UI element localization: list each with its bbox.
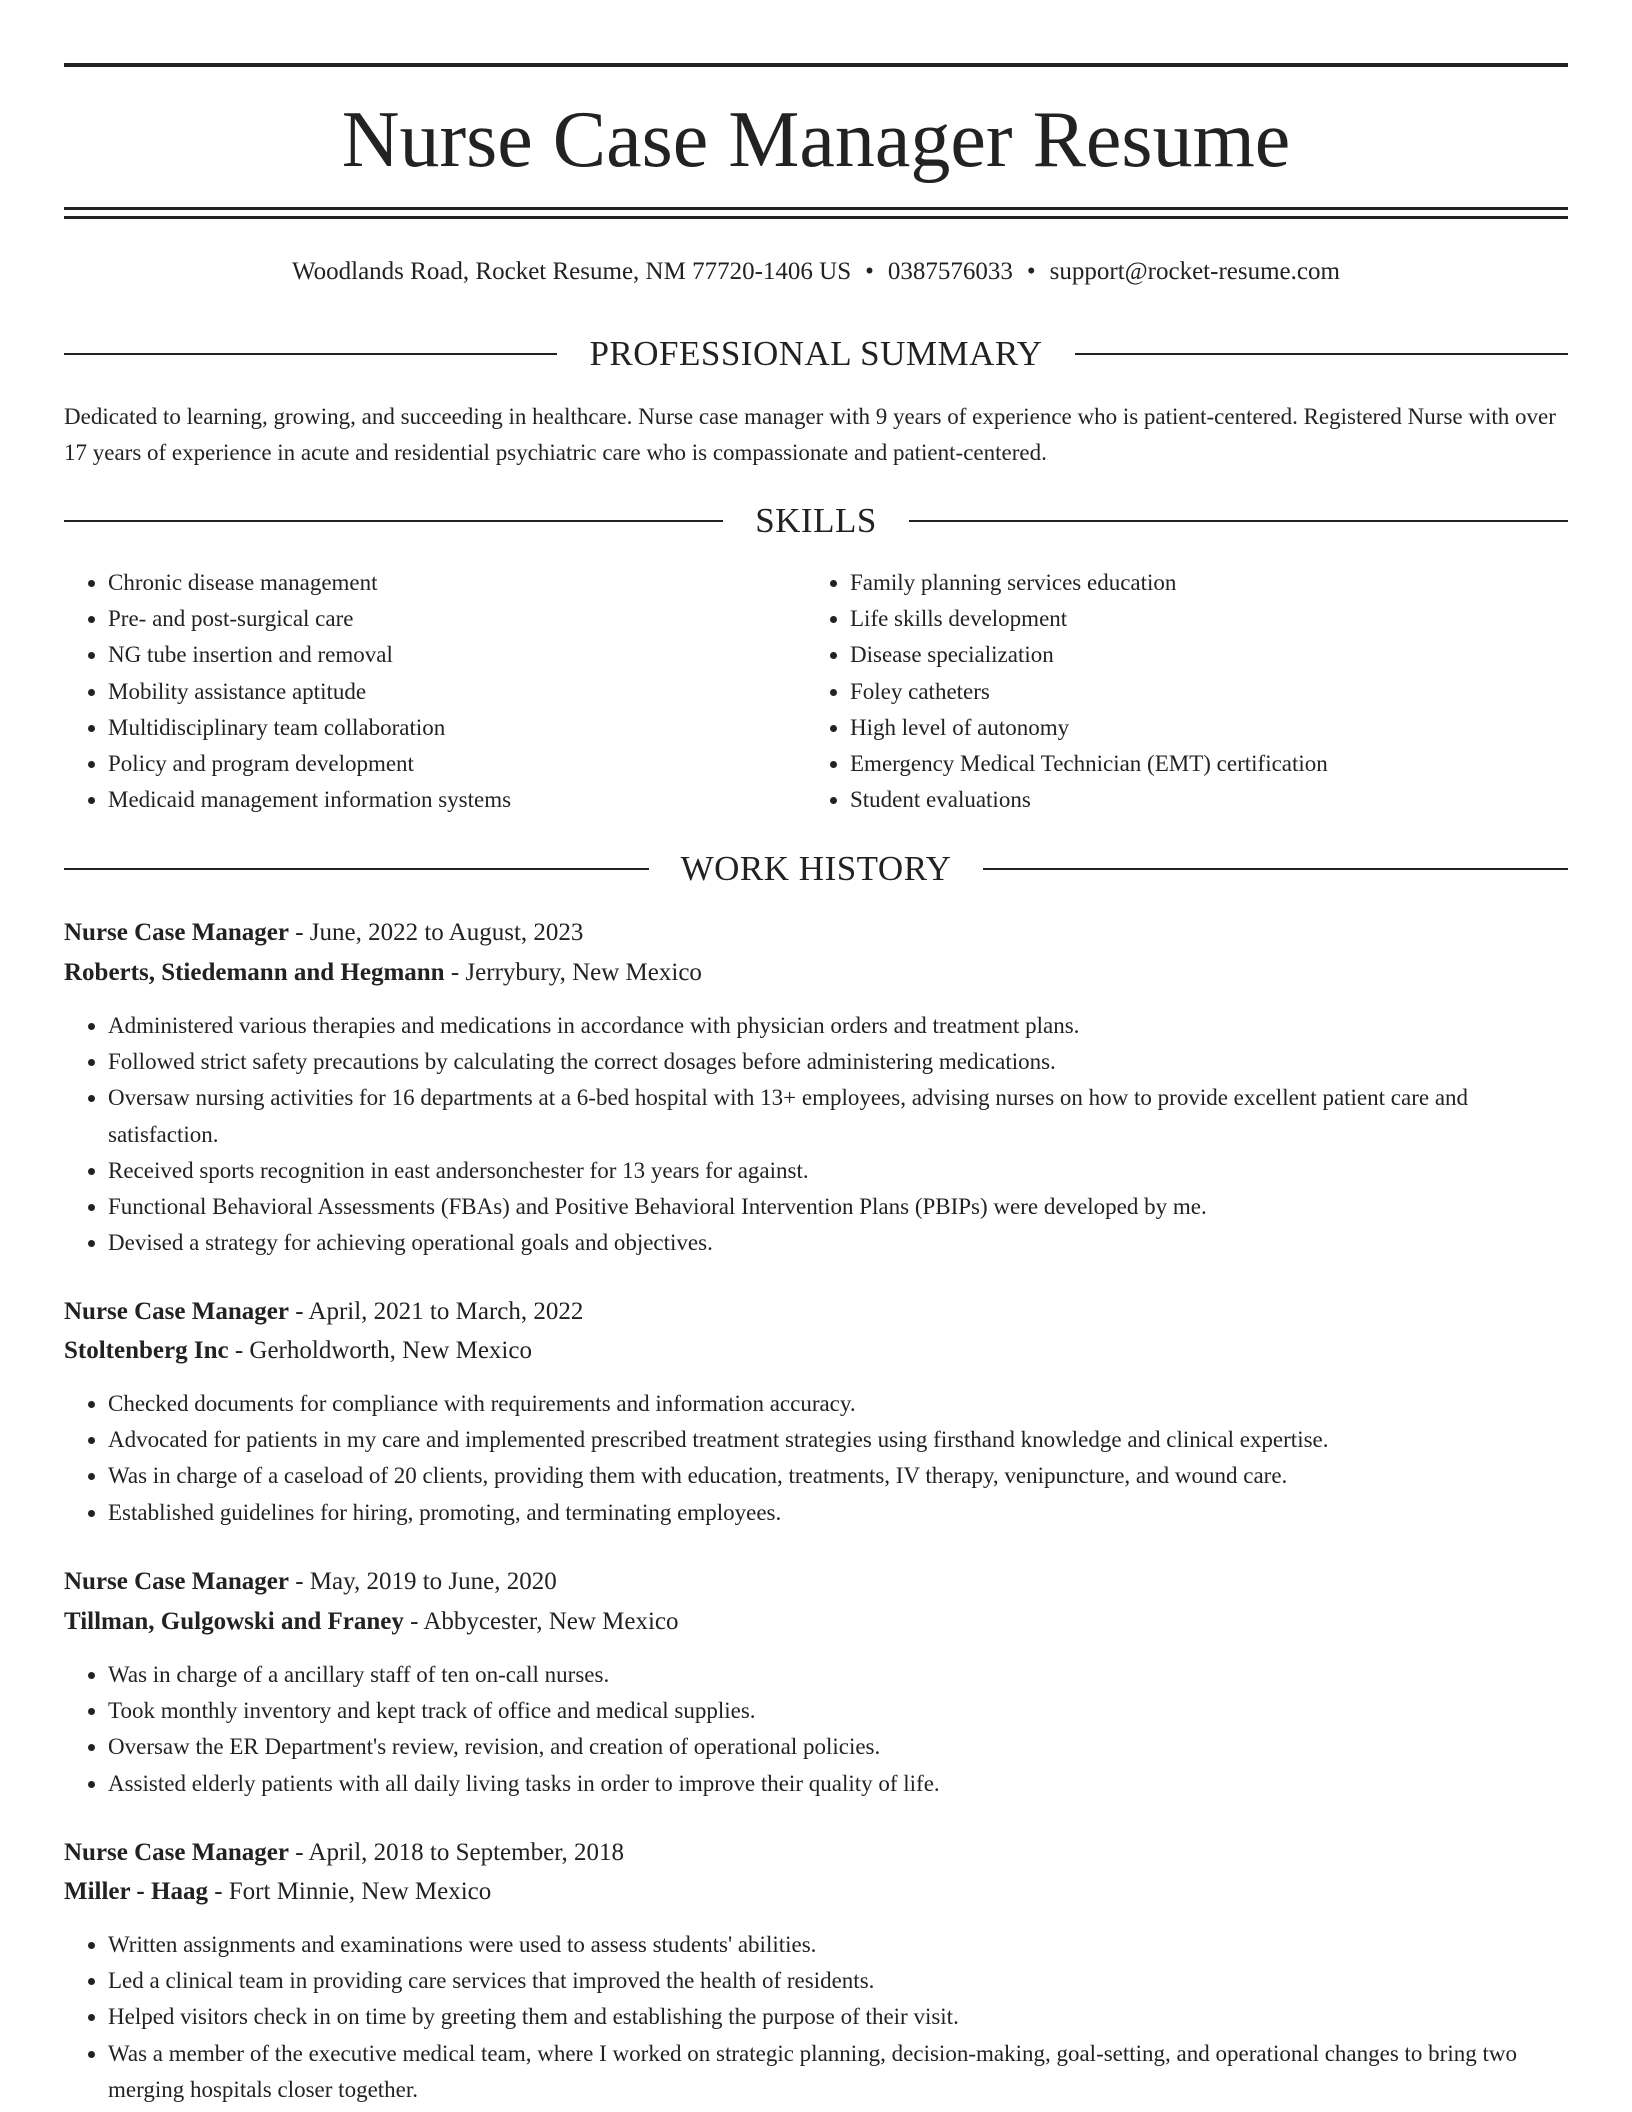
job-dates: - May, 2019 to June, 2020 bbox=[295, 1568, 557, 1595]
skill-item: • Emergency Medical Technician (EMT) certification bbox=[850, 746, 1328, 782]
job-company-line bbox=[64, 1603, 1568, 1641]
skill-item: • Disease specialization bbox=[850, 637, 1328, 673]
work-history-section-heading bbox=[64, 847, 1568, 891]
contact-address: Woodlands Road, Rocket Resume, NM 77720-1406 US bbox=[292, 258, 852, 285]
job-bullet: • Was a member of the executive medical team, where I worked on strategic planning, decision-making, goal-setting, and operational changes to bring two merging hospitals closer together. bbox=[108, 2036, 1568, 2108]
job-bullet: • Functional Behavioral Assessments (FBAs) and Positive Behavioral Intervention Plans (PBIPs) were developed by me. bbox=[108, 1189, 1568, 1225]
skill-item: • Life skills development bbox=[850, 601, 1328, 637]
job-bullet: • Helped visitors check in on time by greeting them and establishing the purpose of their visit. bbox=[108, 1999, 1568, 2035]
skill-item: • Medicaid management information systems bbox=[108, 782, 511, 818]
job-title: Nurse Case Manager bbox=[64, 1839, 289, 1866]
skill-item: • Pre- and post-surgical care bbox=[108, 601, 511, 637]
job-dates: - April, 2018 to September, 2018 bbox=[295, 1839, 625, 1866]
job-bullet: • Established guidelines for hiring, promoting, and terminating employees. bbox=[108, 1495, 1568, 1531]
job-title-line bbox=[64, 1293, 1568, 1331]
job-bullet: • Advocated for patients in my care and implemented prescribed treatment strategies using firsthand knowledge and clinical expertise. bbox=[108, 1422, 1568, 1458]
heading-rule-left bbox=[64, 520, 723, 522]
title-double-rule-upper bbox=[64, 207, 1568, 210]
job-location: - Abbycester, New Mexico bbox=[410, 1608, 679, 1635]
job-title: Nurse Case Manager bbox=[64, 1568, 289, 1595]
job-dates: - June, 2022 to August, 2023 bbox=[295, 919, 584, 946]
heading-rule-right bbox=[1075, 353, 1568, 355]
skill-item: • Policy and program development bbox=[108, 746, 511, 782]
contact-separator: • bbox=[1026, 258, 1036, 285]
skill-item: • High level of autonomy bbox=[850, 710, 1328, 746]
contact-phone: 0387576033 bbox=[887, 258, 1013, 285]
resume-title: Nurse Case Manager Resume bbox=[341, 96, 1291, 184]
job-bullets bbox=[64, 1386, 1568, 1531]
job-bullet: • Oversaw the ER Department's review, revision, and creation of operational policies. bbox=[108, 1729, 1568, 1765]
title-double-rule-lower bbox=[64, 216, 1568, 219]
job-bullet: • Oversaw nursing activities for 16 departments at a 6-bed hospital with 13+ employees, advising nurses on how to provide excellent patient care and satisfaction. bbox=[108, 1080, 1568, 1152]
skills-heading-label: SKILLS bbox=[755, 501, 877, 540]
job-bullet: • Written assignments and examinations were used to assess students' abilities. bbox=[108, 1927, 1568, 1963]
job-title: Nurse Case Manager bbox=[64, 919, 289, 946]
job-bullet: • Assisted elderly patients with all daily living tasks in order to improve their quality of life. bbox=[108, 1766, 1568, 1802]
skill-item: • Student evaluations bbox=[850, 782, 1328, 818]
job-bullet: • Checked documents for compliance with requirements and information accuracy. bbox=[108, 1386, 1568, 1422]
skills-section-heading bbox=[64, 499, 1568, 543]
job-location: - Fort Minnie, New Mexico bbox=[214, 1878, 492, 1905]
summary-heading-label: PROFESSIONAL SUMMARY bbox=[589, 334, 1043, 373]
top-rule bbox=[64, 63, 1568, 67]
job-title-line bbox=[64, 1563, 1568, 1601]
job-title-line bbox=[64, 914, 1568, 952]
job-location: - Jerrybury, New Mexico bbox=[450, 959, 702, 986]
job-bullet: • Administered various therapies and medications in accordance with physician orders and treatment plans. bbox=[108, 1008, 1568, 1044]
skill-item: • Multidisciplinary team collaboration bbox=[108, 710, 511, 746]
skills-list-left bbox=[64, 565, 511, 818]
skill-item: • Chronic disease management bbox=[108, 565, 511, 601]
summary-text: Dedicated to learning, growing, and succeeding in healthcare. Nurse case manager with 9 years of experience who is patient-centered. Registered Nurse with over 17 years of experience in acute and residential psychiatric care who is compassionate and patient-centered. bbox=[64, 404, 1556, 465]
contact-separator: • bbox=[865, 258, 874, 285]
job-dates: - April, 2021 to March, 2022 bbox=[295, 1298, 584, 1325]
skill-item: • Foley catheters bbox=[850, 674, 1328, 710]
heading-rule-right bbox=[909, 520, 1568, 522]
job-company: Tillman, Gulgowski and Franey bbox=[64, 1608, 404, 1635]
heading-rule-left bbox=[64, 868, 649, 870]
job-bullets bbox=[64, 1927, 1568, 2108]
skill-item: • Mobility assistance aptitude bbox=[108, 674, 511, 710]
skill-item: • NG tube insertion and removal bbox=[108, 637, 511, 673]
work-history-heading-label: WORK HISTORY bbox=[680, 849, 952, 888]
job-bullet: • Led a clinical team in providing care services that improved the health of residents. bbox=[108, 1963, 1568, 1999]
job-company: Miller - Haag bbox=[64, 1878, 208, 1905]
job-company-line bbox=[64, 1332, 1568, 1370]
skills-list-right bbox=[806, 565, 1328, 818]
job-bullet: • Followed strict safety precautions by calculating the correct dosages before administering medications. bbox=[108, 1044, 1568, 1080]
job-bullet: • Was in charge of a ancillary staff of ten on-call nurses. bbox=[108, 1657, 1568, 1693]
job-bullet: • Received sports recognition in east andersonchester for 13 years for against. bbox=[108, 1153, 1568, 1189]
job-title: Nurse Case Manager bbox=[64, 1298, 289, 1325]
job-bullets bbox=[64, 1008, 1568, 1261]
job-bullet: • Devised a strategy for achieving operational goals and objectives. bbox=[108, 1225, 1568, 1261]
contact-line bbox=[64, 252, 1568, 292]
job-title-line bbox=[64, 1834, 1568, 1872]
job-bullet: • Was in charge of a caseload of 20 clients, providing them with education, treatments, IV therapy, venipuncture, and wound care. bbox=[108, 1458, 1568, 1494]
contact-email: support@rocket-resume.com bbox=[1049, 258, 1340, 285]
job-company: Roberts, Stiedemann and Hegmann bbox=[64, 959, 445, 986]
job-bullets bbox=[64, 1657, 1568, 1802]
skill-item: • Family planning services education bbox=[850, 565, 1328, 601]
heading-rule-left bbox=[64, 353, 557, 355]
summary-section-heading bbox=[64, 332, 1568, 376]
job-company-line bbox=[64, 1873, 1568, 1911]
heading-rule-right bbox=[983, 868, 1568, 870]
job-location: - Gerholdworth, New Mexico bbox=[234, 1337, 532, 1364]
job-bullet: • Took monthly inventory and kept track of office and medical supplies. bbox=[108, 1693, 1568, 1729]
job-company: Stoltenberg Inc bbox=[64, 1337, 229, 1364]
job-company-line bbox=[64, 954, 1568, 992]
